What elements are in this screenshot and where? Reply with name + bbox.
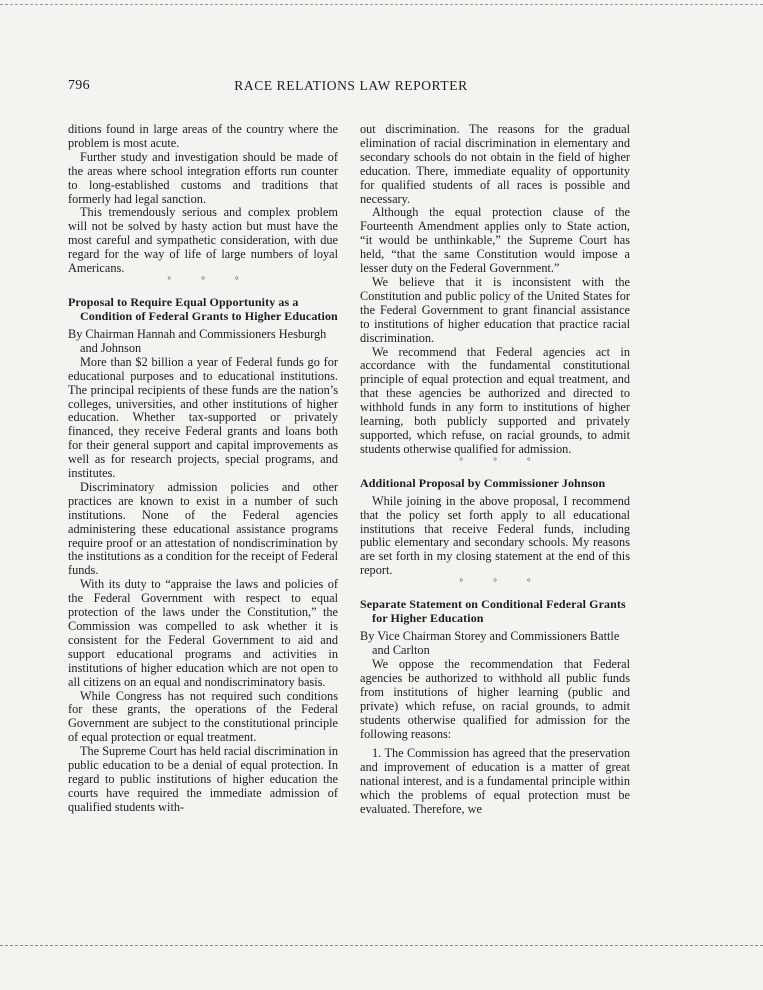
section-heading: Additional Proposal by Commissioner Johnson [360,475,606,490]
byline: By Vice Chairman Storey and Commissioners Battle and Carlton [360,629,620,658]
paragraph: Further study and investigation should be made of the areas where school integration efforts run counter to long-established customs and traditions that formerly had legal sanction. [68,149,338,206]
paragraph: out discrimination. The reasons for the gradual elimination of racial discrimination in elementary and secondary schools do not obtain in the field of higher education. There, immediate equality of opportunity for qualified students of all races is possible and necessary. [360,122,630,206]
paragraph: Although the equal protection clause of the Fourteenth Amendment applies only to State action, “it would be unthinkable,” the Supreme Court has held, “that the same Constitution would impose a lesser duty on the Federal Government.” [360,205,630,276]
paragraph: While Congress has not required such conditions for these grants, the operations of the Federal Government are subject to the constitutional principle of equal protection or equal treatment. [68,688,338,745]
bottom-scan-edge [0,945,763,946]
section-separator: ° ° ° [167,274,253,285]
section-separator: ° ° ° [459,577,545,588]
section-separator: ° ° ° [459,455,545,466]
section-heading: Proposal to Require Equal Opportunity as a Condition of Federal Grants to Higher Education [68,294,338,323]
paragraph: This tremendously serious and complex problem will not be solved by hasty action but must have the most careful and sympathetic consideration, with due regard for the way of life of large numbers of loyal Americans. [68,205,338,276]
paragraph: Discriminatory admission policies and other practices are known to exist in a number of such institutions. None of the Federal agencies administering these educational assistance programs require proof or an attestation of nondiscrimination by the institutions as a condition for the receipt of Federal funds. [68,479,338,578]
byline: By Chairman Hannah and Commissioners Hesburgh and Johnson [68,326,327,355]
running-title: RACE RELATIONS LAW REPORTER [234,78,468,93]
section-heading: Separate Statement on Conditional Federal Grants for Higher Education [360,597,626,626]
paragraph: We oppose the recommendation that Federal agencies be authorized to withhold all public funds from institutions of higher learning (public and private) which refuse, on racial grounds, to admit students otherwise qualified for admission for the following reasons: [360,657,630,741]
paragraph: The Supreme Court has held racial discrimination in public education to be a denial of equal protection. In regard to public institutions of higher education the courts have required the immediate admission of qualified students with- [68,744,338,814]
paragraph: 1. The Commission has agreed that the preservation and improvement of education is a matter of great national interest, and is a fundamental principle within which the problems of equal protection must be evaluated. Therefore, we [360,746,630,817]
paragraph: While joining in the above proposal, I recommend that the policy set forth apply to all educational institutions that receive Federal funds, including public elementary and secondary schools. My reasons are set forth in my closing statement at the end of this report. [360,493,630,578]
top-scan-edge [0,4,763,5]
right-column [360,123,630,817]
paragraph: With its duty to “appraise the laws and policies of the Federal Government with respect to equal protection of the laws under the Constitution,” the Commission was compelled to ask whether it is consistent for the Federal Government to aid and support educational programs and activities in institutions of higher education which are not open to all citizens on an equal and nondiscriminatory basis. [68,577,338,689]
page-number: 796 [68,78,90,93]
paragraph: ditions found in large areas of the country where the problem is most acute. [68,122,338,150]
left-column [68,123,338,815]
paragraph: We recommend that Federal agencies act in accordance with the fundamental constitutional principle of equal protection and equal treatment, and that these agencies be authorized and directed to withhold funds in any form to institutions of higher learning, both publicly supported and privately supported, which refuse, on racial grounds, to admit students otherwise qualified for admission. [360,344,630,456]
paragraph: We believe that it is inconsistent with the Constitution and public policy of the United States for the Federal Government to grant financial assistance to institutions of higher education that practice racial discrimination. [360,274,630,345]
page-header [68,78,634,98]
paragraph: More than $2 billion a year of Federal funds go for educational purposes and to educational institutions. The principal recipients of these funds are the nation’s colleges, universities, and other institutions of higher education. Whether tax-supported or privately financed, they receive Federal grants and loans both for their general support and capital improvements as well as for research projects, special programs, and institutes. [68,354,338,481]
